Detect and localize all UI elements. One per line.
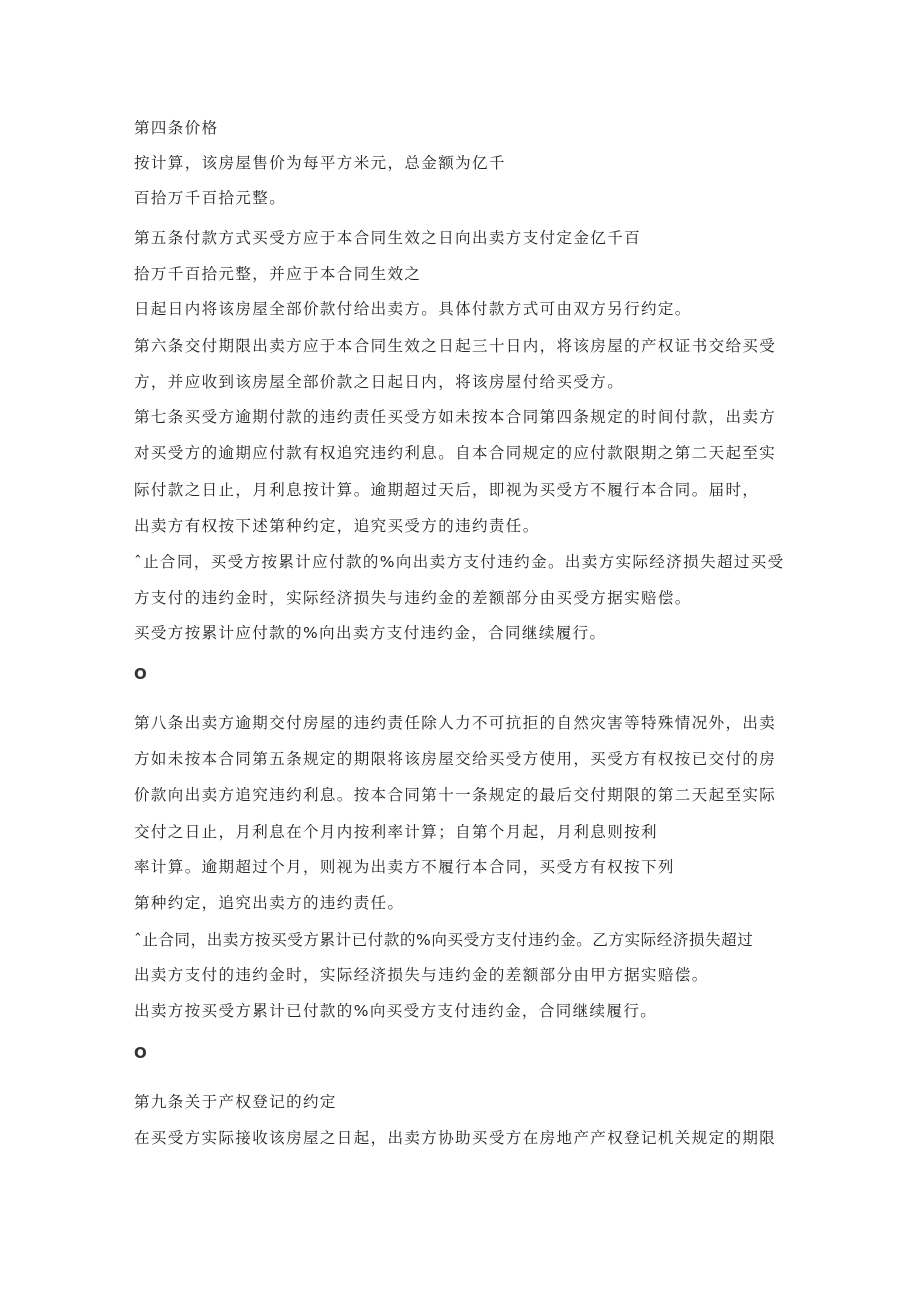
article-4-heading: 第四条价格 [134,119,219,137]
paragraph-line: 出卖方按买受方累计已付款的%向买受方支付违约金，合同继续履行。 [134,1002,658,1020]
paragraph-line: 对买受方的逾期应付款有权追究违约利息。自本合同规定的应付款限期之第二天起至实 [134,444,777,462]
paragraph-line: 际付款之日止，月利息按计算。逾期超过天后，即视为买受方不履行本合同。届时， [134,481,760,499]
paragraph-line: 按计算，该房屋售价为每平方米元，总金额为亿千 [134,154,506,172]
paragraph-line: 在买受方实际接收该房屋之日起，出卖方协助买受方在房地产产权登记机关规定的期限 [134,1129,777,1147]
article-8-line: 第八条出卖方逾期交付房屋的违约责任除人力不可抗拒的自然灾害等特殊情况外，出卖 [134,714,777,732]
article-7-line: 第七条买受方逾期付款的违约责任买受方如未按本合同第四条规定的时间付款，出卖方 [134,408,777,426]
article-5-line: 第五条付款方式买受方应于本合同生效之日向出卖方支付定金亿千百 [134,229,642,247]
paragraph-line: 价款向出卖方追究违约利息。按本合同第十一条规定的最后交付期限的第二天起至实际 [134,786,777,804]
paragraph-line: 日起日内将该房屋全部价款付给出卖方。具体付款方式可由双方另行约定。 [134,300,692,318]
paragraph-line: 出卖方有权按下述第种约定，追究买受方的违约责任。 [134,517,540,535]
paragraph-line: 交付之日止，月利息在个月内按利率计算；自第个月起，月利息则按利 [134,823,658,841]
paragraph-line: ˆ止合同，买受方按累计应付款的%向出卖方支付违约金。出卖方实际经济损失超过买受 [134,553,785,571]
paragraph-line: 出卖方支付的违约金时，实际经济损失与违约金的差额部分由甲方据实赔偿。 [134,966,709,984]
paragraph-line: 百拾万千百拾元整。 [134,189,287,207]
paragraph-line: ˆ止合同，出卖方按买受方累计已付款的%向买受方支付违约金。乙方实际经济损失超过 [134,931,754,949]
paragraph-line: 拾万千百拾元整，并应于本合同生效之 [134,265,422,283]
paragraph-line: 买受方按累计应付款的%向出卖方支付违约金，合同继续履行。 [134,624,607,642]
paragraph-line: 方支付的违约金时，实际经济损失与违约金的差额部分由买受方据实赔偿。 [134,589,692,607]
separator-mark: O [134,1044,147,1062]
paragraph-line: 率计算。逾期超过个月，则视为出卖方不履行本合同，买受方有权按下列 [134,858,675,876]
paragraph-line: 方，并应收到该房屋全部价款之日起日内，将该房屋付给买受方。 [134,373,625,391]
paragraph-line: 方如未按本合同第五条规定的期限将该房屋交给买受方使用，买受方有权按已交付的房 [134,750,777,768]
paragraph-line: 第种约定，追究出卖方的违约责任。 [134,894,405,912]
article-6-line: 第六条交付期限出卖方应于本合同生效之日起三十日内，将该房屋的产权证书交给买受 [134,337,777,355]
separator-mark: O [134,665,147,683]
article-9-heading: 第九条关于产权登记的约定 [134,1093,337,1111]
